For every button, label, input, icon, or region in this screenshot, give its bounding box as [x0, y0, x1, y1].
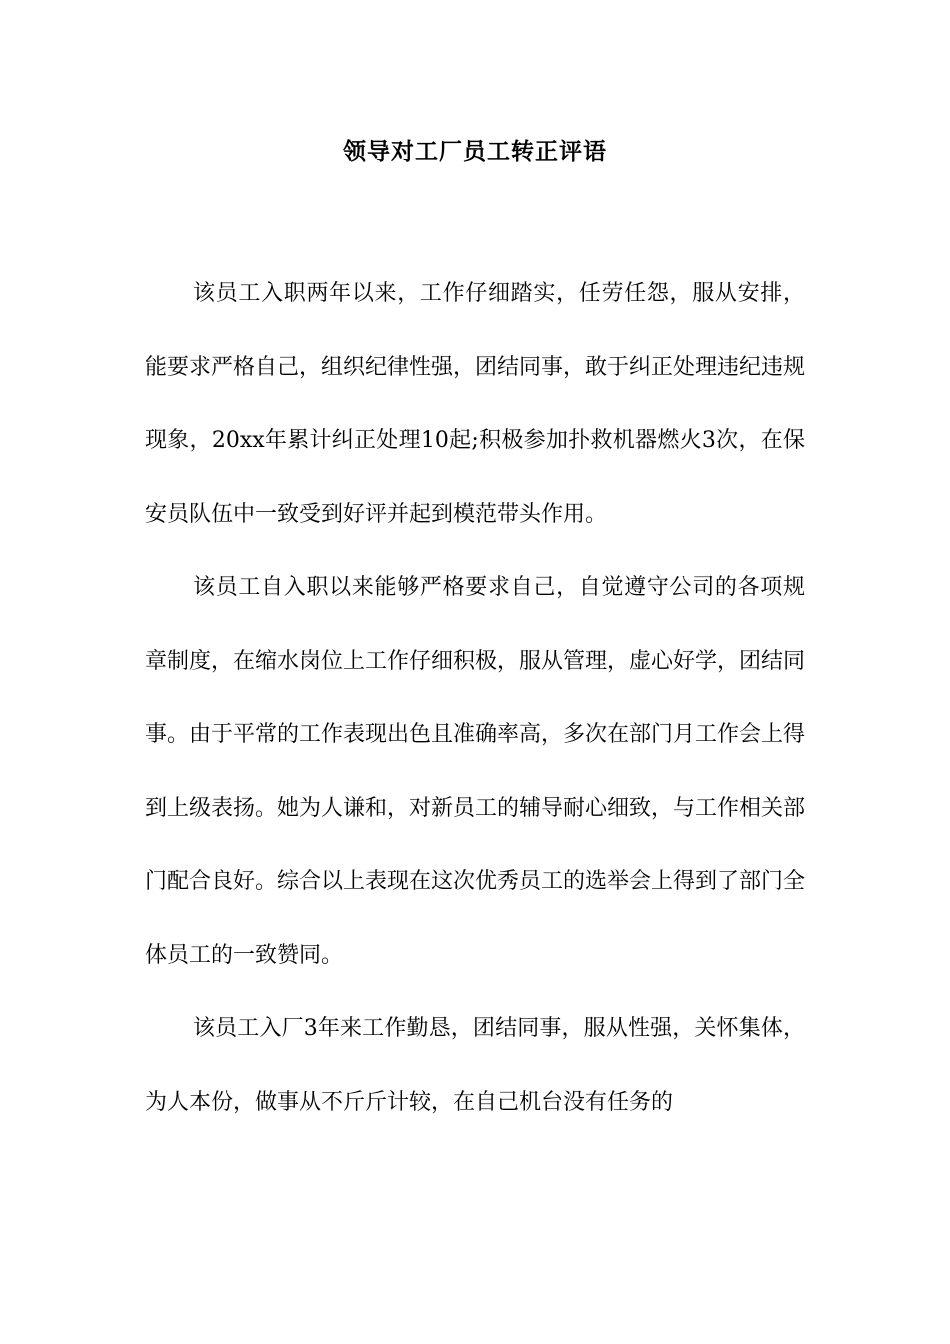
paragraph: 该员工入厂3年来工作勤恳，团结同事，服从性强，关怀集体，为人本份，做事从不斤斤计较，在自己机台没有任务的 — [145, 1016, 805, 1115]
document-body — [145, 257, 805, 1139]
document-title: 领导对工厂员工转正评语 — [343, 138, 607, 165]
paragraph: 该员工入职两年以来，工作仔细踏实，任劳任怨，服从安排，能要求严格自己，组织纪律性强，团结同事，敢于纠正处理违纪违规现象，20xx年累计纠正处理10起;积极参加扑救机器燃火3次，在保安员队伍中一致受到好评并起到模范带头作用。 — [145, 281, 806, 527]
paragraph: 该员工自入职以来能够严格要求自己，自觉遵守公司的各项规章制度，在缩水岗位上工作仔细积极，服从管理，虚心好学，团结同事。由于平常的工作表现出色且准确率高，多次在部门月工作会上得到上级表扬。她为人谦和，对新员工的辅导耐心细致，与工作相关部门配合良好。综合以上表现在这次优秀员工的选举会上得到了部门全体员工的一致赞同。 — [145, 575, 806, 968]
